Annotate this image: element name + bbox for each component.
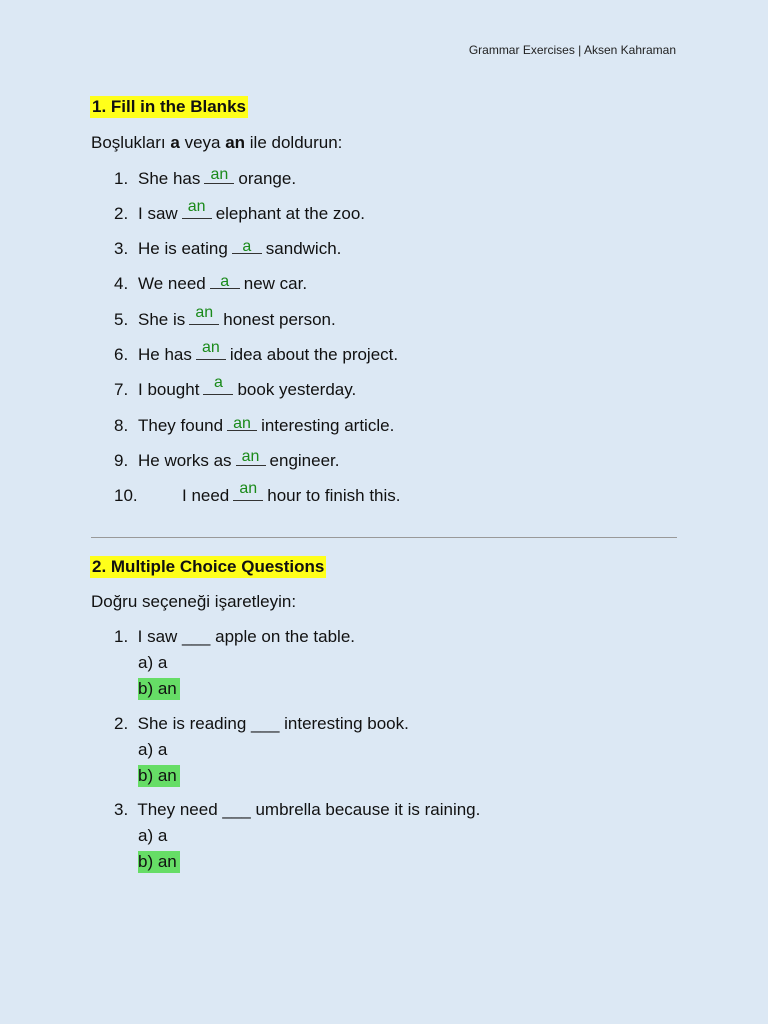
section1-instruction: Boşlukları a veya an ile doldurun: — [91, 133, 343, 152]
option-a[interactable]: a) a — [138, 826, 168, 845]
answer-blank[interactable]: an — [236, 449, 266, 466]
section2-instruction: Doğru seçeneği işaretleyin: — [91, 592, 297, 611]
fill-item: 3. He is eating a sandwich. — [114, 238, 342, 258]
option-b-correct[interactable]: b) an — [138, 851, 180, 873]
mc-question: 3. They need ___ umbrella because it is raining. — [114, 800, 481, 819]
fill-item: 2. I saw an elephant at the zoo. — [114, 198, 366, 223]
answer-blank[interactable]: a — [232, 237, 262, 254]
option-b-correct[interactable]: b) an — [138, 678, 180, 700]
page-header: Grammar Exercises | Aksen Kahraman — [468, 43, 676, 57]
fill-item: 6. He has an idea about the project. — [114, 339, 399, 364]
section-divider — [91, 537, 677, 538]
fill-item: 9. He works as an engineer. — [114, 448, 340, 470]
fill-item: 1. She has an orange. — [114, 166, 297, 188]
answer-blank[interactable]: a — [210, 272, 240, 289]
fill-item: 4. We need a new car. — [114, 273, 308, 293]
fill-item: 5. She is an honest person. — [114, 304, 336, 329]
answer-blank[interactable]: an — [196, 343, 226, 360]
answer-blank[interactable]: an — [182, 202, 212, 219]
answer-blank[interactable]: a — [203, 378, 233, 395]
answer-blank[interactable]: an — [227, 414, 257, 431]
answer-blank[interactable]: an — [189, 308, 219, 325]
mc-question: 2. She is reading ___ interesting book. — [114, 714, 409, 733]
fill-item: 7. I bought a book yesterday. — [114, 374, 357, 399]
fill-item: 10. I need an hour to finish this. — [114, 480, 401, 505]
option-b-correct[interactable]: b) an — [138, 765, 180, 787]
section2-heading: 2. Multiple Choice Questions — [92, 557, 325, 576]
option-a[interactable]: a) a — [138, 653, 168, 672]
mc-question: 1. I saw ___ apple on the table. — [114, 627, 356, 646]
answer-blank[interactable]: an — [233, 484, 263, 501]
answer-blank[interactable]: an — [204, 167, 234, 184]
section1-heading: 1. Fill in the Blanks — [92, 97, 246, 116]
fill-item: 8. They found an interesting article. — [114, 415, 395, 435]
option-a[interactable]: a) a — [138, 740, 168, 759]
